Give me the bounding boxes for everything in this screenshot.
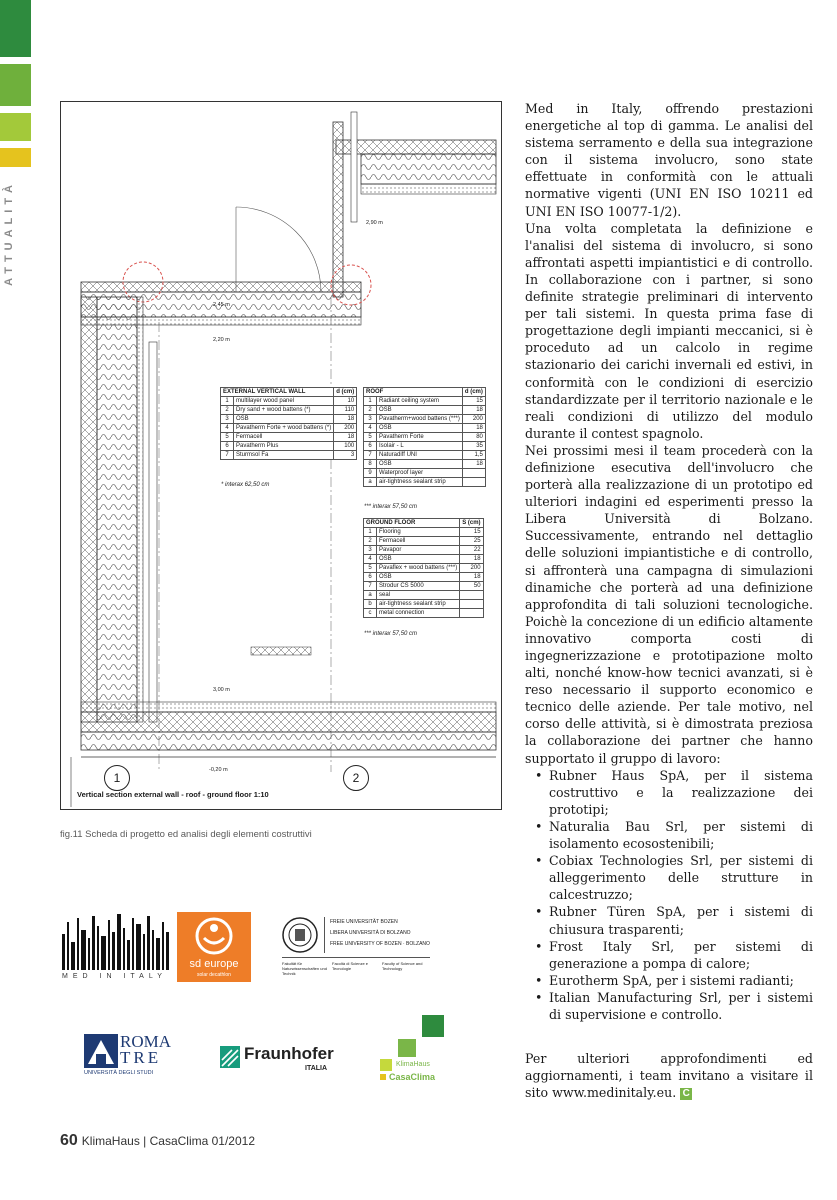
layer-name: OSB [377,460,463,469]
row-index: 2 [221,406,234,415]
layer-name: metal connection [377,609,460,618]
partner-item: • Rubner Türen SpA, per i sistemi di chiusura trasparenti; [541,903,813,937]
layer-name: multilayer wood panel [234,397,334,406]
table-row [221,415,357,424]
sd-europe-subtext: solar decathlon [197,972,231,978]
construction-drawing [60,101,502,810]
row-index: 4 [364,424,377,433]
partner-item: • Rubner Haus SpA, per il sistema costruttivo e la realizzazione dei prototipi; [541,767,813,818]
row-index: 3 [364,546,377,555]
axis-marker-2: 2 [343,765,369,791]
table-title: ROOF [364,388,463,397]
table-row [364,600,484,609]
unibz-name-line: LIBERA UNIVERSITÀ DI BOLZANO [330,930,411,936]
sd-europe-text: sd europe [189,958,239,970]
fraunhofer-emblem [220,1046,240,1068]
layer-name: seal [377,591,460,600]
table-note: *** interax 57,50 cm [364,504,418,510]
layer-thickness: 15 [462,397,485,406]
dimension-label: 2,90 m [366,220,383,226]
table-unit: d (cm) [334,388,357,397]
drawing-title: Vertical section external wall - roof - ground floor 1:10 [77,790,269,799]
roma-tre-emblem [84,1034,118,1068]
layer-name: Sturmsol Fa [234,451,334,460]
table-row [221,451,357,460]
end-mark-icon: C [680,1088,692,1100]
row-index: 6 [364,442,377,451]
table-row [364,537,484,546]
dimension-label: 2,20 m [213,337,230,343]
row-index: 1 [364,397,377,406]
layer-thickness [460,609,483,618]
paragraph: Nei prossimi mesi il team procederà con la definizione esecutiva dell'involucro che porterà alla realizzazione di un prototipo ed ulteriori indagini ed esperimenti presso la Libera Università di Bolzano. Successivamente, entrando nel dettaglio delle soluzioni impiantistiche e di controllo, si affronterà una campagna di simulazioni dinamiche che porterà ad una definizione approfondita di tali soluzioni tecnologiche. Poichè la concezione di un edificio altamente innovativo comporta costi di ingegnerizzazione e prototipazione molto alti, nonché know-how tecnici avanzati, si è reso necessario il supporto economico e tecnico delle aziende. Per tale motivo, nel corso delle attività, si è dimostrata preziosa la collaborazione dei partner che hanno supportato il gruppo di lavoro: [525,442,813,766]
closing-paragraph [525,1050,813,1101]
partner-item: • Frost Italy Srl, per sistemi di generazione a pompa di calore; [541,938,813,972]
layer-thickness: 22 [460,546,483,555]
row-index: 9 [364,469,377,478]
table-row [221,433,357,442]
roma-tre-logo [84,1032,184,1082]
casaclima-dot [380,1074,386,1080]
row-index: b [364,600,377,609]
layer-name: Pavatherm Forte [377,433,463,442]
sd-europe-emblem [177,912,251,958]
table-row [221,397,357,406]
unibz-logo [282,917,432,987]
unibz-name-line: FREIE UNIVERSITÄT BOZEN [330,919,398,925]
dimension-label: 2,45 m [213,302,230,308]
unibz-seal-icon [282,917,318,953]
table-unit: d (cm) [462,388,485,397]
layer-name: Fermacell [234,433,334,442]
layer-thickness [460,600,483,609]
layer-name: Flooring [377,528,460,537]
layer-name: OSB [377,424,463,433]
unibz-name-line: FREE UNIVERSITY OF BOZEN · BOLZANO [330,941,430,947]
row-index: 1 [364,528,377,537]
table-row [364,433,486,442]
partner-item: • Italian Manufacturing Srl, per i sistemi di supervisione e controllo. [541,989,813,1023]
partner-list [525,767,813,1023]
row-index: 2 [364,537,377,546]
row-index: 3 [221,415,234,424]
row-index: 7 [364,582,377,591]
klimahaus-logo [380,1015,460,1090]
klimahaus-square [398,1039,416,1057]
med-in-italy-logo [60,912,173,982]
layer-thickness: 110 [334,406,357,415]
table-row [364,546,484,555]
table-row [364,582,484,591]
layer-thickness: 200 [460,564,483,573]
section-tab-light [0,113,31,141]
layer-name: Dry sand + wood battens (*) [234,406,334,415]
layer-thickness [462,478,485,487]
table-row [364,406,486,415]
table-title: GROUND FLOOR [364,519,460,528]
row-index: 6 [221,442,234,451]
layer-thickness: 18 [462,460,485,469]
table-row [364,528,484,537]
table-row [364,555,484,564]
paragraph: Med in Italy, offrendo prestazioni energetiche al top di gamma. Le analisi del sistema serramento e della sua integrazione con il sistema involucro, sono state effettuate in conformità con le attuali normative vigenti (UNI EN ISO 10211 ed UNI EN ISO 10077-1/2). [525,101,813,219]
row-index: 5 [221,433,234,442]
table-note: * interax 62,50 cm [221,482,270,488]
layer-name: Pavaflex + wood battens (***) [377,564,460,573]
unibz-faculty: Fakultät für Naturwissenschaften und Technik [282,961,327,976]
roma-tre-subtitle: UNIVERSITÀ DEGLI STUDI [84,1070,154,1076]
layer-name: OSB [377,555,460,564]
table-row [364,564,484,573]
section-tab-mid [0,64,31,106]
partner-item: • Eurotherm SpA, per i sistemi radianti; [541,972,813,989]
row-index: 4 [221,424,234,433]
dimension-label: -0,20 m [209,767,228,773]
table-row [221,406,357,415]
table-unit: S (cm) [460,519,483,528]
row-index: 3 [364,415,377,424]
fraunhofer-wordmark: Fraunhofer [244,1044,334,1063]
layer-thickness: 18 [334,433,357,442]
unibz-faculty: Facoltà di Scienze e Tecnologie [332,961,369,971]
layer-thickness: 15 [460,528,483,537]
table-row [364,442,486,451]
layer-thickness [460,591,483,600]
layer-thickness: 18 [460,573,483,582]
row-index: a [364,591,377,600]
layer-thickness: 18 [334,415,357,424]
ground-floor-table [363,518,484,618]
page-number: 60 [60,1132,78,1149]
row-index: 5 [364,564,377,573]
layer-name: Naturadiff UNI [377,451,463,460]
layer-name: Pavapor [377,546,460,555]
layer-thickness: 10 [334,397,357,406]
table-row [364,573,484,582]
klimahaus-word: KlimaHaus [396,1061,430,1068]
unibz-faculty: Faculty of Science and Technology [382,961,423,971]
table-row [364,460,486,469]
layer-name: air-tightness sealant strip [377,478,463,487]
layer-thickness: 18 [462,424,485,433]
figure-caption: fig.11 Scheda di progetto ed analisi degli elementi costruttivi [60,829,312,840]
table-row [221,442,357,451]
layer-name: OSB [234,415,334,424]
row-index: 2 [364,406,377,415]
layer-thickness: 200 [334,424,357,433]
layer-name: air-tightness sealant strip [377,600,460,609]
table-row [364,478,486,487]
layer-thickness: 25 [460,537,483,546]
layer-name: Pavatherm Plus [234,442,334,451]
layer-name: Isolair - L [377,442,463,451]
text-column [525,100,813,1023]
row-index: 4 [364,555,377,564]
roof-table [363,387,486,487]
external-wall-table [220,387,357,460]
layer-name: Strodur CS 5000 [377,582,460,591]
layer-thickness: 50 [460,582,483,591]
casaclima-word: CasaClima [389,1072,436,1082]
unibz-rule [282,957,430,958]
layer-thickness: 200 [462,415,485,424]
table-note: *** interax 57,50 cm [364,631,418,637]
layer-thickness [462,469,485,478]
row-index: a [364,478,377,487]
row-index: 7 [364,451,377,460]
layer-name: OSB [377,573,460,582]
layer-thickness: 18 [460,555,483,564]
section-tab-yellow [0,148,31,167]
fraunhofer-logo [220,1044,340,1080]
med-in-italy-text: MED IN ITALY [62,973,167,980]
unibz-divider [324,917,325,953]
layer-thickness: 80 [462,433,485,442]
table-row [364,469,486,478]
layer-thickness: 1,5 [462,451,485,460]
layer-thickness: 3 [334,451,357,460]
layer-name: Pavatherm Forte + wood battens (*) [234,424,334,433]
klimahaus-square [422,1015,444,1037]
roma-tre-word: TRE [120,1048,162,1067]
section-label: ATTUALITÀ [3,180,15,286]
partner-item: • Naturalia Bau Srl, per sistemi di isolamento ecosostenibili; [541,818,813,852]
layer-thickness: 100 [334,442,357,451]
table-row [221,424,357,433]
layer-name: Pavatherm+wood battens (***) [377,415,463,424]
barcode-graphic [60,912,173,974]
row-index: 7 [221,451,234,460]
table-row [364,397,486,406]
klimahaus-square [380,1059,392,1071]
section-tab-dark [0,0,31,57]
table-row [364,415,486,424]
layer-name: Waterproof layer [377,469,463,478]
layer-name: Fermacell [377,537,460,546]
row-index: c [364,609,377,618]
row-index: 1 [221,397,234,406]
table-row [364,609,484,618]
layer-thickness: 18 [462,406,485,415]
partner-item: • Cobiax Technologies Srl, per sistemi di alleggerimento delle strutture in calcestruzzo; [541,852,813,903]
sd-europe-logo [177,912,251,982]
paragraph: Per ulteriori approfondimenti ed aggiornamenti, i team invitano a visitare il sito www.medinitaly.eu. [525,1051,813,1101]
layer-thickness: 35 [462,442,485,451]
fraunhofer-country: ITALIA [305,1065,328,1072]
roma-tre-word: ROMA [120,1032,172,1051]
layer-name: OSB [377,406,463,415]
table-row [364,424,486,433]
row-index: 5 [364,433,377,442]
row-index: 6 [364,573,377,582]
table-row [364,451,486,460]
table-row [364,591,484,600]
page-footer [60,1132,255,1150]
publication-name: KlimaHaus | CasaClima 01/2012 [81,1134,255,1148]
paragraph: Una volta completata la definizione e l'analisi del sistema di involucro, si sono affrontati aspetti impiantistici e di controllo. In collaborazione con i partner, si sono definite strategie preliminari di intervento per tali sistemi. In questa prima fase di progettazione degli impianti meccanici, si è proceduto ad un calcolo in regime stazionario dei carichi invernali ed estivi, in conformità con le condizioni di esercizio standardizzate per il territorio nazionale e le reali condizioni di utilizzo del modulo durante il contest spagnolo. [525,220,813,441]
dimension-label: 3,00 m [213,687,230,693]
row-index: 8 [364,460,377,469]
table-title: EXTERNAL VERTICAL WALL [221,388,334,397]
layer-name: Radiant ceiling system [377,397,463,406]
axis-marker-1: 1 [104,765,130,791]
